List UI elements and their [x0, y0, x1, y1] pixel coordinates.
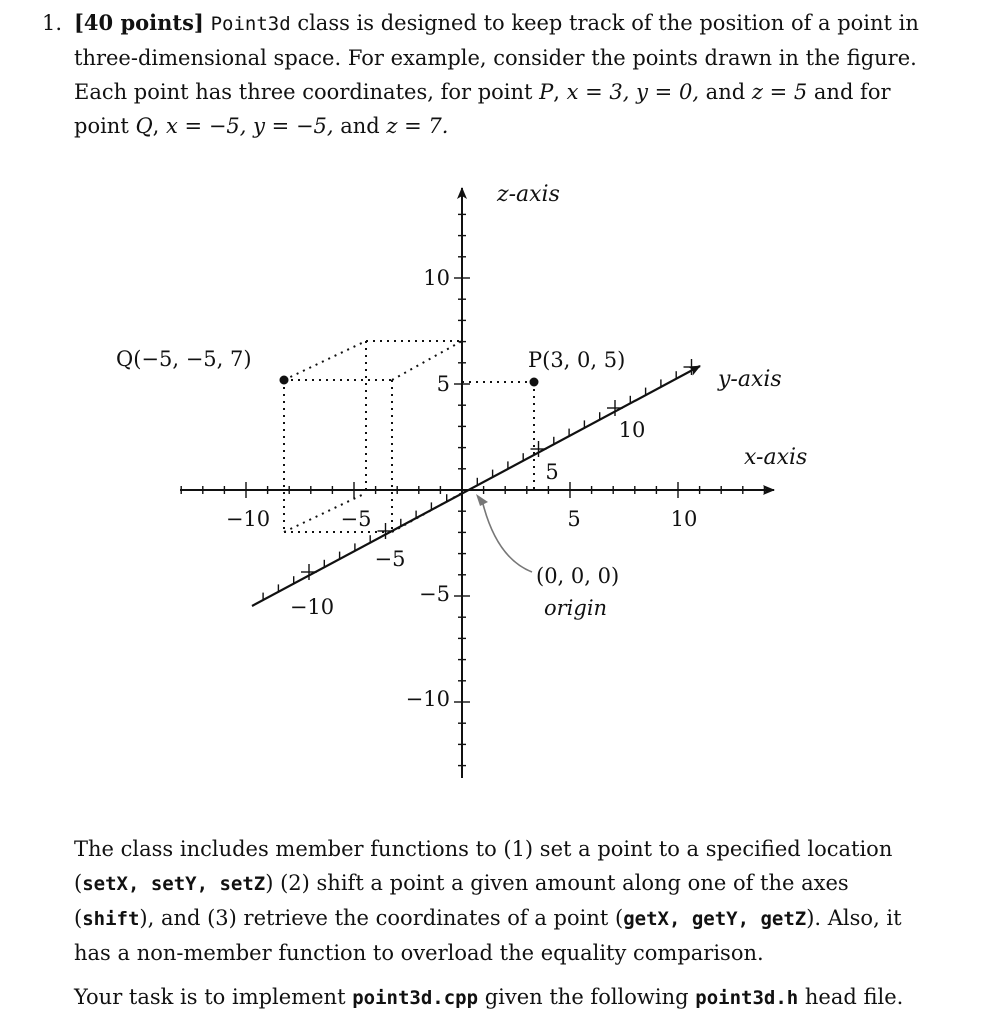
para-text: given the following: [478, 985, 696, 1009]
code-cpp-file: point3d.cpp: [352, 987, 479, 1009]
intro-q-z: z = 7.: [386, 114, 449, 138]
intro-text: ,: [152, 114, 167, 138]
intro-text: and: [333, 114, 387, 138]
intro-q-coords: x = −5, y = −5,: [166, 114, 334, 138]
code-shift-function: shift: [82, 908, 140, 930]
point-p-label: P(3, 0, 5): [528, 348, 626, 372]
problem-number: 1.: [42, 11, 63, 35]
para-text: The class includes member functions to (1) set a point to a specified location (: [74, 837, 893, 895]
x-tick-label: −10: [225, 507, 271, 531]
y-tick-label: 10: [618, 418, 646, 442]
points-label: [40 points]: [74, 10, 204, 35]
origin-label: origin: [544, 596, 608, 620]
origin-coords-label: (0, 0, 0): [536, 564, 620, 588]
intro-point-p: P: [539, 80, 554, 104]
intro-text: and: [699, 80, 752, 104]
intro-p-coords: x = 3, y = 0,: [566, 80, 699, 104]
intro-text: and for point: [74, 80, 891, 138]
point-p-dot: [530, 378, 539, 387]
x-tick-label: −5: [340, 507, 372, 531]
para-text: ), and (3) retrieve the coordinates of a point (: [139, 906, 624, 930]
para-text: ) (2) shift a point a given amount along one of the axes (: [74, 871, 849, 930]
z-tick-label: −5: [419, 582, 450, 606]
z-tick-label: 10: [423, 266, 450, 290]
code-header-file: point3d.h: [695, 987, 799, 1009]
y-tick-label: −10: [289, 595, 335, 619]
para-text: Your task is to implement: [74, 985, 353, 1009]
para-text: ). Also, it has a non-member function to overload the equality comparison.: [74, 906, 902, 965]
y-tick-label: 5: [545, 460, 559, 484]
point-q-dot: [280, 376, 289, 385]
x-tick-label: 5: [567, 507, 581, 531]
y-axis-line: [252, 366, 700, 606]
z-axis-label: z-axis: [497, 182, 560, 207]
y-axis-label: y-axis: [718, 367, 782, 392]
origin-pointer-curve: [482, 500, 532, 572]
x-tick-label: 10: [670, 507, 698, 531]
z-tick-label: 5: [436, 372, 450, 396]
intro-text: ,: [553, 80, 567, 104]
y-tick-label: −5: [374, 547, 406, 571]
para-text: head file.: [798, 985, 904, 1009]
task-paragraph: [74, 980, 934, 1015]
q-projection-box: [284, 341, 462, 532]
class-name: Point3d: [210, 13, 291, 35]
intro-text: class is designed to keep track of the position of a point in three-dimensional space. For example, consider the points drawn in the figure. Each point has three coordinates, for point: [74, 11, 919, 104]
intro-point-q: Q: [135, 114, 153, 138]
z-tick-label: −10: [405, 687, 450, 711]
origin-pointer-arrowhead: [476, 494, 488, 506]
member-functions-paragraph: [74, 832, 934, 970]
x-axis-label: x-axis: [744, 445, 808, 470]
intro-p-z: z = 5: [751, 80, 808, 104]
code-get-functions: getX, getY, getZ: [623, 908, 807, 930]
point-q-label: Q(−5, −5, 7): [116, 347, 252, 371]
code-set-functions: setX, setY, setZ: [82, 873, 266, 895]
